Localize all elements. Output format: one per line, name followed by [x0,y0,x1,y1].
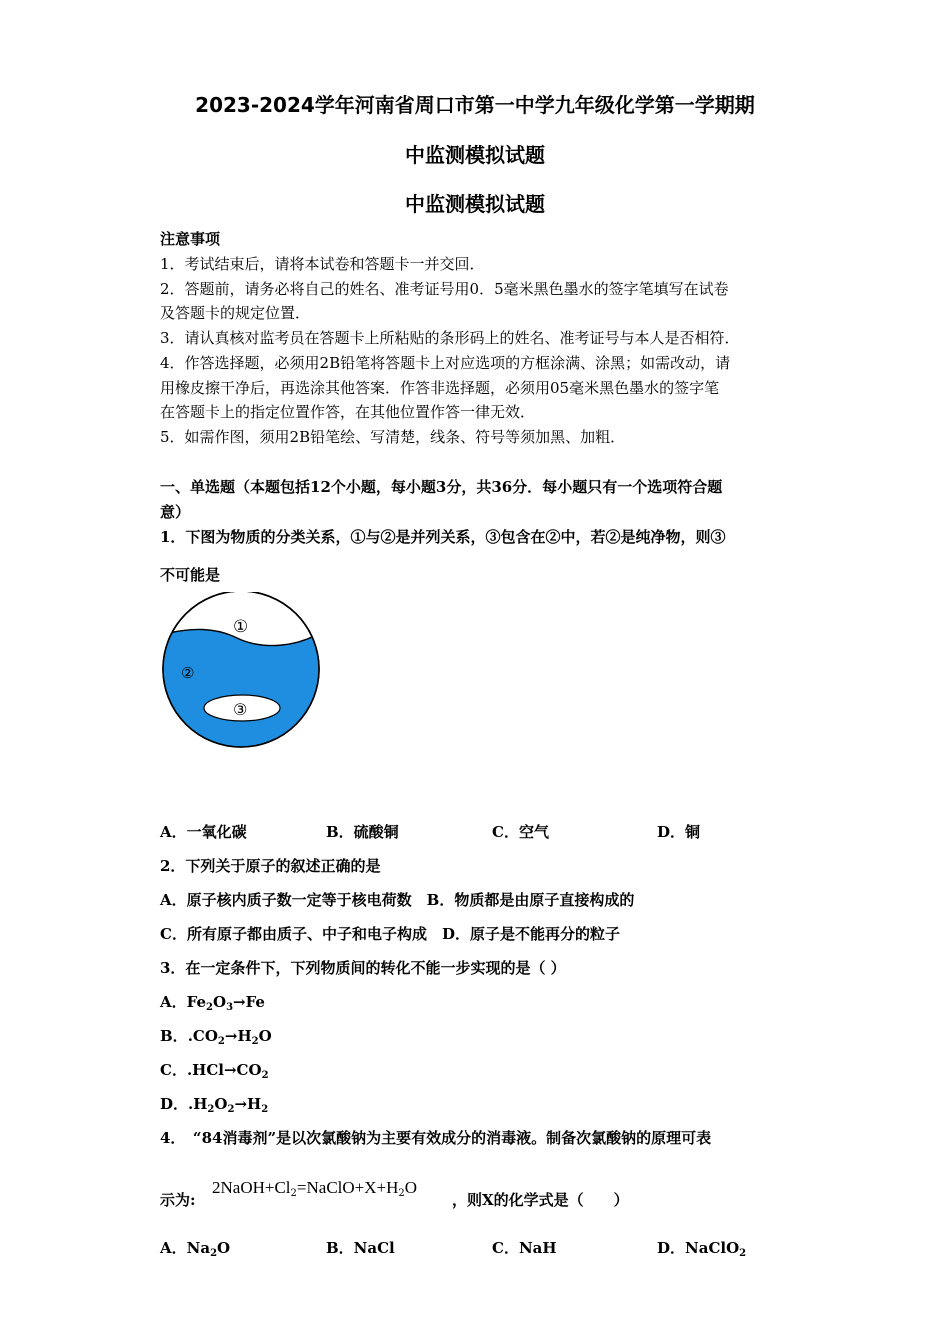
label-3: ③ [233,700,248,719]
q4-option-a: A．$Na_2O$ [160,1239,231,1259]
q4-option-d: D．NaClO$_2$ [657,1239,747,1259]
q3-option-d: D．$.H_2O_2\to H_2$ [160,1095,269,1115]
classification-diagram [157,592,325,750]
question-1-stem-cont: 不可能是 [160,566,221,584]
notice-item: 用橡皮擦干净后，再选涂其他答案．作答非选择题，必须用05毫米黑色墨水的签字笔 [160,379,720,397]
q1-option-c: C．空气 [492,823,549,841]
question-4-stem-end: ，则X的化学式是（ ） [452,1191,629,1209]
notice-item: 5．如需作图，须用2B铅笔绘、写清楚，线条、符号等须加黑、加粗． [160,428,626,446]
page-title-line2: 中监测模拟试题 [405,143,545,167]
q1-option-d: D．铜 [657,823,701,841]
notice-item: 在答题卡上的指定位置作答，在其他位置作答一律无效． [160,403,536,421]
section-heading: 一、单选题（本题包括12个小题，每小题3分，共36分．每小题只有一个选项符合题 [160,478,723,496]
label-1: ① [233,617,249,637]
notice-item: 及答题卡的规定位置． [160,304,311,322]
notice-item: 4．作答选择题，必须用2B铅笔将答题卡上对应选项的方框涂满、涂黑；如需改动，请 [160,354,731,372]
region-2 [157,629,325,750]
q1-option-a: A．一氧化碳 [160,823,247,841]
label-2: ② [181,664,195,682]
question-4-stem: 4． “84消毒剂”是以次氯酸钠为主要有效成分的消毒液。制备次氯酸钠的原理可表 [160,1129,712,1147]
q2-options-row1: A．原子核内质子数一定等于核电荷数 B．物质都是由原子直接构成的 [160,891,635,909]
question-4-stem-cont: 示为: [160,1191,196,1209]
notice-item: 2．答题前，请务必将自己的姓名、准考证号用0．5毫米黑色墨水的签字笔填写在试卷 [160,280,729,298]
question-3-stem: 3．在一定条件下，下列物质间的转化不能一步实现的是（ ） [160,959,566,977]
notice-item: 1．考试结束后，请将本试卷和答题卡一并交回． [160,255,485,273]
q1-option-b: B．硫酸铜 [326,823,399,841]
q3-option-b: B．$.CO_2\to H_2O$ [160,1027,272,1047]
question-1-stem: 1．下图为物质的分类关系，①与②是并列关系，③包含在②中，若②是纯净物，则③ [160,528,726,546]
q3-option-a: A．$Fe_2O_3\to Fe$ [160,993,265,1013]
reaction-equation: $2NaOH+Cl_2=NaClO+X+H_2O$ [212,1178,418,1199]
notice-heading: 注意事项 [160,230,221,248]
page-title-line1: 2023-2024学年河南省周口市第一中学九年级化学第一学期期 [195,93,755,117]
section-heading-cont: 意） [160,503,191,521]
page-title-line3: 中监测模拟试题 [405,192,545,216]
q4-option-b: B．NaCl [326,1239,395,1257]
question-2-stem: 2．下列关于原子的叙述正确的是 [160,857,381,875]
q3-option-c: C．$.HCl\to CO_2$ [160,1061,269,1081]
notice-item: 3．请认真核对监考员在答题卡上所粘贴的条形码上的姓名、准考证号与本人是否相符． [160,329,740,347]
q4-option-c: C．NaH [492,1239,557,1257]
q2-options-row2: C．所有原子都由质子、中子和电子构成 D．原子是不能再分的粒子 [160,925,620,943]
